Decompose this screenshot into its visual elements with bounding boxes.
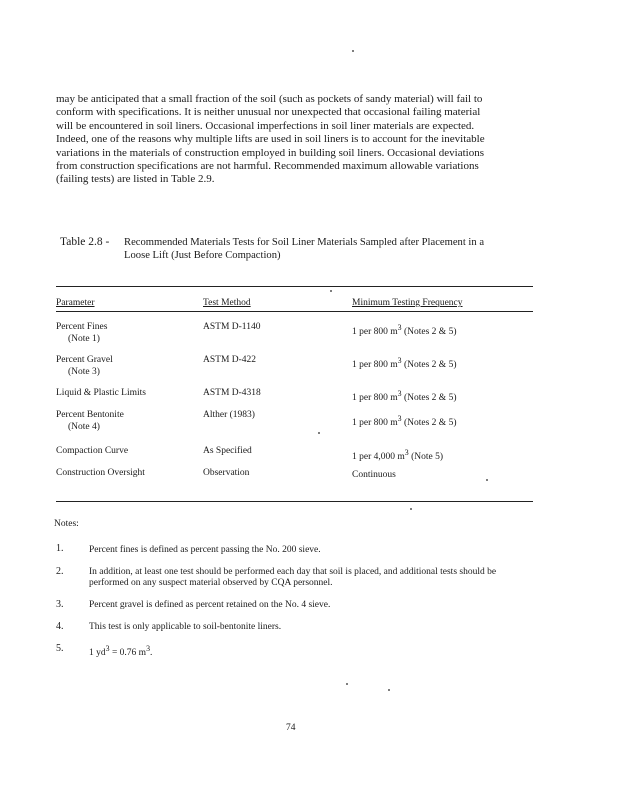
testing-frequency: [352, 355, 457, 372]
note-text-part: 1 yd: [89, 648, 106, 659]
table-title-line: Loose Lift (Just Before Compaction): [124, 250, 281, 261]
page-number: 74: [286, 723, 296, 733]
param-label: Percent Fines: [56, 322, 108, 332]
table-row-param: [56, 355, 113, 378]
freq-value: 1 per 800 m: [352, 327, 398, 338]
paragraph-line: from construction specifications are not harmful. Recommended maximum allowable variations: [56, 160, 479, 173]
param-label: Percent Bentonite: [56, 410, 124, 420]
scan-speck: [388, 689, 390, 691]
freq-note: (Notes 2 & 5): [403, 418, 457, 429]
table-row-param: [56, 468, 145, 480]
freq-value: 1 per 800 m: [352, 393, 398, 404]
note-number: 4.: [56, 621, 64, 632]
test-method: As Specified: [203, 446, 252, 456]
header-frequency: Minimum Testing Frequency: [352, 298, 463, 308]
param-note: (Note 1): [68, 333, 100, 344]
param-label: Liquid & Plastic Limits: [56, 388, 146, 398]
test-method: ASTM D-1140: [203, 322, 261, 332]
param-label: Construction Oversight: [56, 468, 145, 478]
table-number: Table 2.8 -: [60, 236, 110, 248]
freq-superscript: 3: [397, 414, 402, 423]
table-title-line: Recommended Materials Tests for Soil Liner Materials Sampled after Placement in a: [124, 237, 485, 248]
note-text: Percent gravel is defined as percent retained on the No. 4 sieve.: [89, 600, 331, 610]
param-label: Percent Gravel: [56, 355, 113, 365]
table-row-param: [56, 410, 124, 433]
scan-speck: [346, 683, 348, 685]
note-number: 5.: [56, 643, 64, 654]
testing-frequency: [352, 388, 457, 405]
freq-superscript: 3: [397, 323, 402, 332]
paragraph-line: may be anticipated that a small fraction of the soil (such as pockets of sandy material) will fail to: [56, 93, 483, 105]
header-test-method: Test Method: [203, 298, 251, 308]
freq-superscript: 3: [397, 389, 402, 398]
table-row-param: [56, 388, 146, 400]
note-number: 2.: [56, 566, 64, 577]
freq-note: (Notes 2 & 5): [403, 393, 457, 404]
test-method: Observation: [203, 468, 250, 478]
body-paragraph: [56, 93, 536, 187]
test-method: Alther (1983): [203, 410, 255, 420]
param-note: (Note 4): [68, 421, 100, 432]
paragraph-line: (failing tests) are listed in Table 2.9.: [56, 173, 215, 186]
testing-frequency: [352, 470, 396, 482]
scan-speck: [352, 50, 354, 52]
paragraph-line: Indeed, one of the reasons why multiple lifts are used in soil liners is to account for the inevitable: [56, 133, 485, 146]
note-text: [89, 643, 534, 659]
test-method: ASTM D-422: [203, 355, 257, 365]
header-rule: [56, 311, 533, 312]
param-note: (Note 3): [68, 366, 100, 377]
testing-frequency: [352, 447, 443, 464]
freq-value: Continuous: [352, 470, 396, 480]
freq-value: 1 per 800 m: [352, 418, 398, 429]
test-method: ASTM D-4318: [203, 388, 261, 398]
freq-note: (Notes 2 & 5): [403, 327, 457, 338]
scan-speck: [318, 432, 320, 434]
note-number: 3.: [56, 599, 64, 610]
table-row-param: [56, 322, 107, 345]
note-text: This test is only applicable to soil-bentonite liners.: [89, 622, 282, 632]
header-parameter: Parameter: [56, 298, 95, 308]
note-number: 1.: [56, 543, 64, 554]
testing-frequency: [352, 413, 457, 430]
notes-heading: Notes:: [54, 519, 79, 529]
table-title: [124, 236, 544, 262]
freq-note: (Notes 2 & 5): [403, 360, 457, 371]
freq-value: 1 per 800 m: [352, 360, 398, 371]
freq-value: 1 per 4,000 m: [352, 452, 405, 463]
table-bottom-rule: [56, 501, 533, 502]
freq-superscript: 3: [397, 356, 402, 365]
paragraph-line: will be encountered in soil liners. Occasional imperfections in soil liner materials are expected.: [56, 119, 475, 132]
testing-frequency: [352, 322, 457, 339]
note-superscript: 3: [105, 644, 110, 653]
scan-speck: [410, 508, 412, 510]
scan-speck: [330, 290, 332, 292]
note-superscript: 3: [146, 644, 151, 653]
freq-note: (Note 5): [411, 452, 444, 463]
note-text-part: .: [150, 648, 153, 659]
param-label: Compaction Curve: [56, 446, 129, 456]
table-row-param: [56, 446, 128, 458]
note-text: Percent fines is defined as percent passing the No. 200 sieve.: [89, 545, 321, 555]
scan-speck: [486, 479, 488, 481]
note-text-part: = 0.76 m: [109, 648, 147, 659]
table-top-rule: [56, 286, 533, 287]
freq-superscript: 3: [404, 448, 409, 457]
paragraph-line: variations in the materials of construction employed in building soil liners. Occasional deviations: [56, 146, 484, 159]
paragraph-line: conform with specifications. It is neither unusual nor unexpected that occasional failing material: [56, 106, 481, 119]
note-text: In addition, at least one test should be performed each day that soil is placed, and additional tests should be performed on any suspect material observed by CQA personnel.: [89, 567, 497, 588]
